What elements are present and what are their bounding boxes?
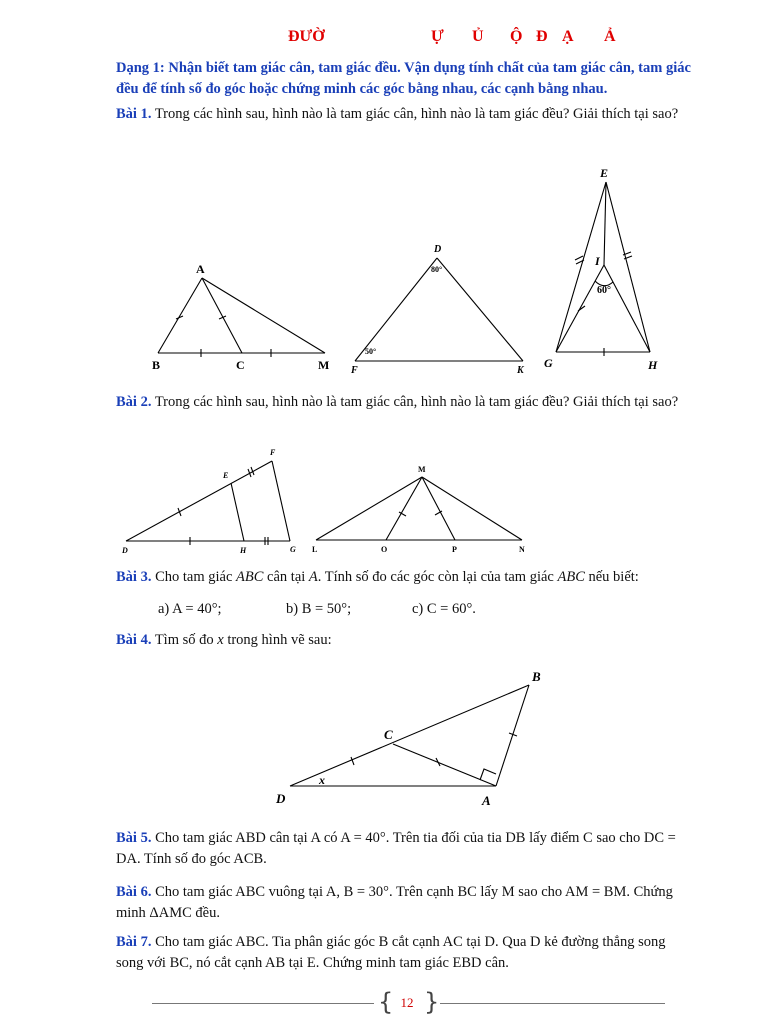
label-a: A xyxy=(482,793,491,808)
title-fragment: ĐƯỜ xyxy=(288,28,325,45)
exercise-text: Tìm số đo xyxy=(154,632,218,648)
figure-def-gh xyxy=(120,445,305,560)
label-c: C xyxy=(236,358,245,372)
label-b: B xyxy=(152,358,161,372)
label-e: E xyxy=(600,166,609,180)
section-heading: Dạng 1: Nhận biết tam giác cân, tam giác đều. Vận dụng tính chất của tam giác cân, tam giác đều để tính số đo góc hoặc chứng minh các góc bằng nhau, các cạnh bằng nhau. xyxy=(116,60,691,97)
figure-triangle-egh xyxy=(540,160,670,375)
label-h: H xyxy=(240,546,247,555)
angle-i: 60° xyxy=(597,285,611,296)
footer-divider-right xyxy=(440,1003,665,1004)
brace-right: } xyxy=(424,988,440,1016)
exercise-2 xyxy=(116,392,696,413)
label-m: M xyxy=(318,358,330,372)
figure-bcda xyxy=(270,665,550,815)
math-term: A xyxy=(308,569,318,585)
title-fragment: Ự xyxy=(431,28,444,45)
title-fragment: Ộ xyxy=(510,28,523,45)
math-term: ABC xyxy=(236,569,264,585)
label-a: A xyxy=(196,262,205,276)
page-title xyxy=(0,28,768,50)
label-f: F xyxy=(351,365,358,376)
label-d: D xyxy=(276,791,286,806)
exercise-text: cân tại xyxy=(263,569,309,585)
angle-f: 50° xyxy=(365,347,377,356)
figure-triangle-abm xyxy=(150,262,340,377)
label-g: G xyxy=(290,545,296,554)
exercise-label: Bài 2. xyxy=(116,394,152,410)
label-b: B xyxy=(532,669,541,684)
figure-lopnm xyxy=(310,460,535,560)
label-k: K xyxy=(517,365,524,376)
brace-left: { xyxy=(378,988,394,1016)
label-p: P xyxy=(452,545,457,554)
label-c: C xyxy=(384,727,393,742)
title-fragment: Ạ xyxy=(562,28,574,45)
math-term: ABC xyxy=(557,569,585,585)
exercise-4 xyxy=(116,630,696,651)
angle-d: 80° xyxy=(431,265,443,274)
option-a: a) A = 40°; xyxy=(158,601,222,617)
label-f: F xyxy=(270,448,276,457)
label-h: H xyxy=(648,358,658,372)
exercise-label: Bài 6. xyxy=(116,884,152,900)
exercise-text: Cho tam giác xyxy=(155,569,237,585)
exercise-text: trong hình vẽ sau: xyxy=(223,632,332,648)
label-l: L xyxy=(312,545,318,554)
exercise-label: Bài 5. xyxy=(116,830,152,846)
title-fragment: Đ xyxy=(536,28,548,45)
label-e: E xyxy=(223,471,229,480)
title-fragment: Ả xyxy=(604,28,616,45)
page-number: 12 xyxy=(400,995,414,1010)
option-b: b) B = 50°; xyxy=(286,601,352,617)
exercise-6 xyxy=(116,882,696,924)
exercise-text: Cho tam giác ABC. Tia phân giác góc B cắt cạnh AC tại D. Qua D kẻ đường thẳng song song với BC, nó cắt cạnh AB tại E. Chứng minh tam giác EBD cân. xyxy=(116,934,666,971)
exercise-text: Trong các hình sau, hình nào là tam giác cân, hình nào là tam giác đều? Giải thích tại sao? xyxy=(154,106,679,122)
label-d: D xyxy=(122,546,128,555)
exercise-7 xyxy=(116,932,696,974)
exercise-label: Bài 1. xyxy=(116,106,152,122)
label-d: D xyxy=(434,244,442,255)
exercise-5 xyxy=(116,828,696,870)
math-term: x xyxy=(217,632,224,648)
exercise-text: Cho tam giác ABD cân tại A có A = 40°. Trên tia đối của tia DB lấy điểm C sao cho DC = DA. Tính số đo góc ACB. xyxy=(116,830,676,867)
exercise-label: Bài 4. xyxy=(116,632,152,648)
exercise-text: Trong các hình sau, hình nào là tam giác cân, hình nào là tam giác đều? Giải thích tại sao? xyxy=(154,394,679,410)
label-i: I xyxy=(595,254,600,268)
exercise-text: Cho tam giác ABC vuông tại A, B = 30°. Trên cạnh BC lấy M sao cho AM = BM. Chứng minh ΔAMC đều. xyxy=(116,884,673,921)
angle-x: x xyxy=(319,773,325,787)
option-c: c) C = 60°. xyxy=(412,601,476,617)
title-fragment: Ủ xyxy=(472,28,484,45)
exercise-label: Bài 3. xyxy=(116,569,152,585)
exercise-label: Bài 7. xyxy=(116,934,152,950)
exercise-1 xyxy=(116,104,696,125)
exercise-text: nếu biết: xyxy=(584,569,639,585)
exercise-text: . Tính số đo các góc còn lại của tam giác xyxy=(317,569,558,585)
figure-triangle-dfk xyxy=(345,242,535,377)
exercise-3 xyxy=(116,567,696,588)
label-o: O xyxy=(381,545,388,554)
footer-divider-left xyxy=(152,1003,374,1004)
label-g: G xyxy=(544,356,553,370)
label-m: M xyxy=(418,465,426,474)
label-n: N xyxy=(519,545,525,554)
